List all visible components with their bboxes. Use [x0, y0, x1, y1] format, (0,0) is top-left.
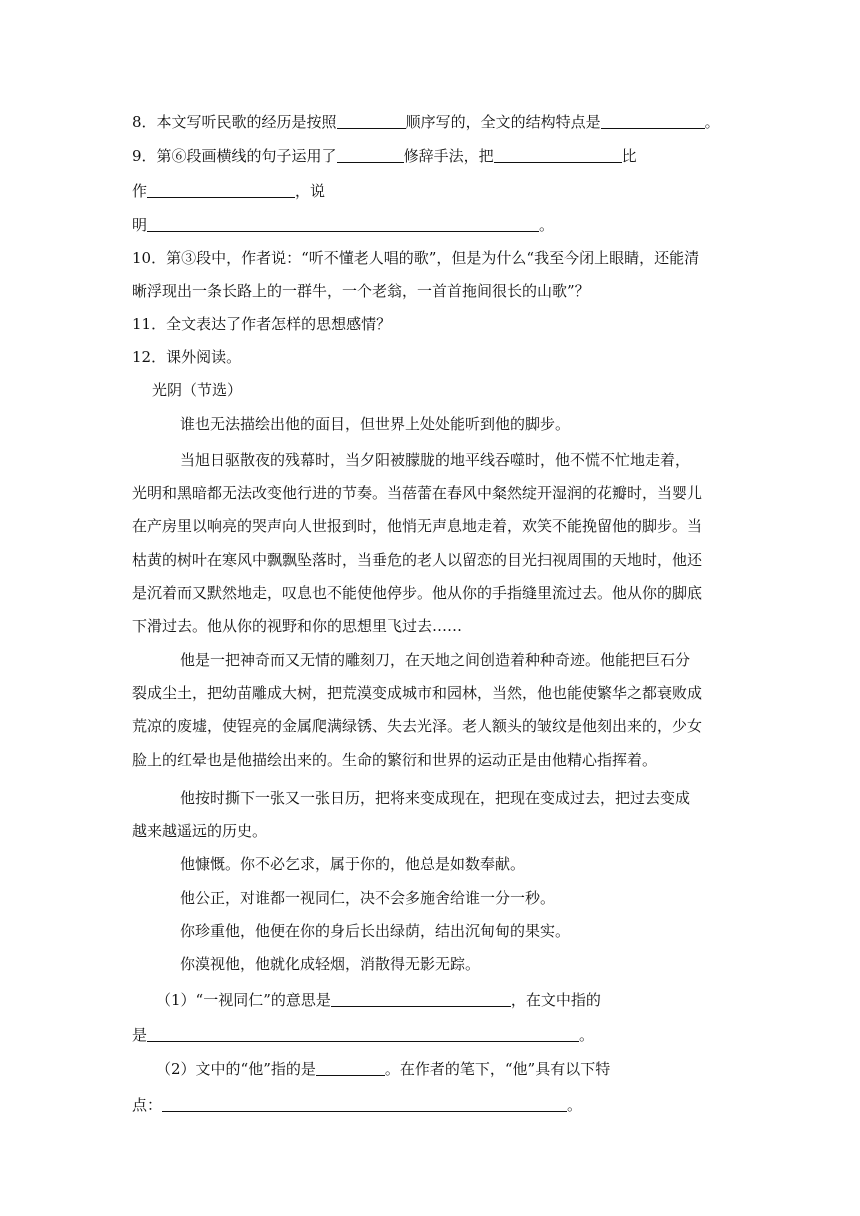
passage-line: 枯黄的树叶在寒风中飘飘坠落时，当垂危的老人以留恋的目光扫视周围的天地时，他还 [132, 551, 703, 569]
passage-line: 越来越遥远的历史。 [132, 822, 268, 840]
sub-question-2-line-2 [132, 1094, 582, 1116]
passage-line: 荒凉的废墟，使锃亮的金属爬满绿锈、失去光泽。老人额头的皱纹是他刻出来的，少女 [132, 717, 703, 735]
question-text: ，在文中指的 [510, 991, 601, 1009]
answer-blank[interactable] [147, 1025, 579, 1042]
passage-line: 是沉着而又默然地走，叹息也不能使他停步。他从你的手指缝里流过去。他从你的脚底 [132, 584, 703, 602]
passage-paragraph: 他慷慨。你不必乞求，属于你的，他总是如数奉献。 [180, 855, 526, 873]
question-text: 本文写听民歌的经历是按照 [156, 113, 337, 131]
question-number: 8． [132, 113, 157, 131]
question-10 [132, 247, 699, 269]
answer-blank[interactable] [337, 146, 404, 163]
passage-line: 脸上的红晕也是他描绘出来的。生命的繁衍和世界的运动正是由他精心指挥着。 [132, 751, 658, 769]
question-text: 晰浮现出一条长路上的一群牛，一个老翁，一首首拖间很长的山歌”？ [132, 282, 590, 300]
question-number: 9． [132, 147, 157, 165]
question-9-line-3 [132, 214, 554, 236]
question-number: （2） [156, 1060, 196, 1078]
question-number: 11． [132, 315, 167, 333]
passage-line: 光明和黑暗都无法改变他行进的节奏。当蓓蕾在春风中粲然绽开湿润的花瓣时，当婴儿 [132, 484, 703, 502]
question-text: 。 [704, 113, 720, 131]
question-text: 。 [539, 216, 555, 234]
passage-paragraph: 你珍重他，他便在你的身后长出绿荫，结出沉甸甸的果实。 [180, 922, 571, 940]
passage-paragraph: 谁也无法描绘出他的面目，但世界上处处能听到他的脚步。 [180, 415, 571, 433]
passage-line: 当旭日驱散夜的残幕时，当夕阳被朦胧的地平线吞噬时，他不慌不忙地走着， [180, 451, 691, 469]
question-12 [132, 346, 241, 368]
question-10-line-2 [132, 280, 590, 302]
passage-paragraph: 你漠视他，他就化成轻烟，消散得无影无踪。 [180, 955, 481, 973]
answer-blank[interactable] [601, 112, 705, 129]
question-8 [132, 111, 720, 133]
question-text: 是 [132, 1026, 148, 1044]
answer-blank[interactable] [147, 215, 539, 232]
question-text: 课外阅读。 [166, 348, 242, 366]
question-text: 点： [132, 1096, 163, 1114]
passage-line: 他是一把神奇而又无情的雕刻刀，在天地之间创造着种种奇迹。他能把巨石分 [180, 651, 691, 669]
question-text: 第⑥段画横线的句子运用了 [156, 147, 337, 165]
sub-question-2 [156, 1058, 610, 1080]
question-11 [132, 313, 391, 335]
question-number: 10． [132, 249, 167, 267]
question-text: “一视同仁”的意思是 [195, 991, 331, 1009]
sub-question-1 [156, 989, 601, 1011]
question-text: 。在作者的笔下，“他”具有以下特 [384, 1060, 611, 1078]
question-text: 顺序写的，全文的结构特点是 [405, 113, 601, 131]
question-text: 全文表达了作者怎样的思想感情？ [166, 315, 392, 333]
sub-question-1-line-2 [132, 1024, 594, 1046]
question-number: 12． [132, 348, 167, 366]
question-text: 。 [579, 1026, 595, 1044]
answer-blank[interactable] [147, 181, 295, 198]
question-text: 文中的“他”指的是 [195, 1060, 316, 1078]
passage-line: 裂成尘土，把幼苗雕成大树，把荒漠变成城市和园林，当然，他也能使繁华之都衰败成 [132, 684, 703, 702]
question-text: ，说 [295, 182, 326, 200]
answer-blank[interactable] [494, 146, 622, 163]
question-text: 第③段中，作者说：“听不懂老人唱的歌”，但是为什么“我至今闭上眼睛，还能清 [166, 249, 700, 267]
question-number: （1） [156, 991, 196, 1009]
question-9-line-2 [132, 180, 325, 202]
passage-line: 在产房里以响亮的哭声向人世报到时，他悄无声息地走着，欢笑不能挽留他的脚步。当 [132, 517, 703, 535]
answer-blank[interactable] [331, 990, 511, 1007]
passage-line: 下滑过去。他从你的视野和你的思想里飞过去…… [132, 617, 463, 635]
passage-title: 光阴（节选） [152, 381, 243, 399]
answer-blank[interactable] [162, 1095, 567, 1112]
question-text: 修辞手法，把 [403, 147, 494, 165]
answer-blank[interactable] [316, 1059, 385, 1076]
question-text: 。 [567, 1096, 583, 1114]
question-text: 作 [132, 182, 148, 200]
question-9 [132, 145, 637, 167]
passage-paragraph: 他公正，对谁都一视同仁，决不会多施舍给谁一分一秒。 [180, 889, 556, 907]
passage-line: 他按时撕下一张又一张日历，把将来变成现在，把现在变成过去，把过去变成 [180, 789, 691, 807]
answer-blank[interactable] [337, 112, 406, 129]
question-text: 比 [621, 147, 637, 165]
question-text: 明 [132, 216, 148, 234]
